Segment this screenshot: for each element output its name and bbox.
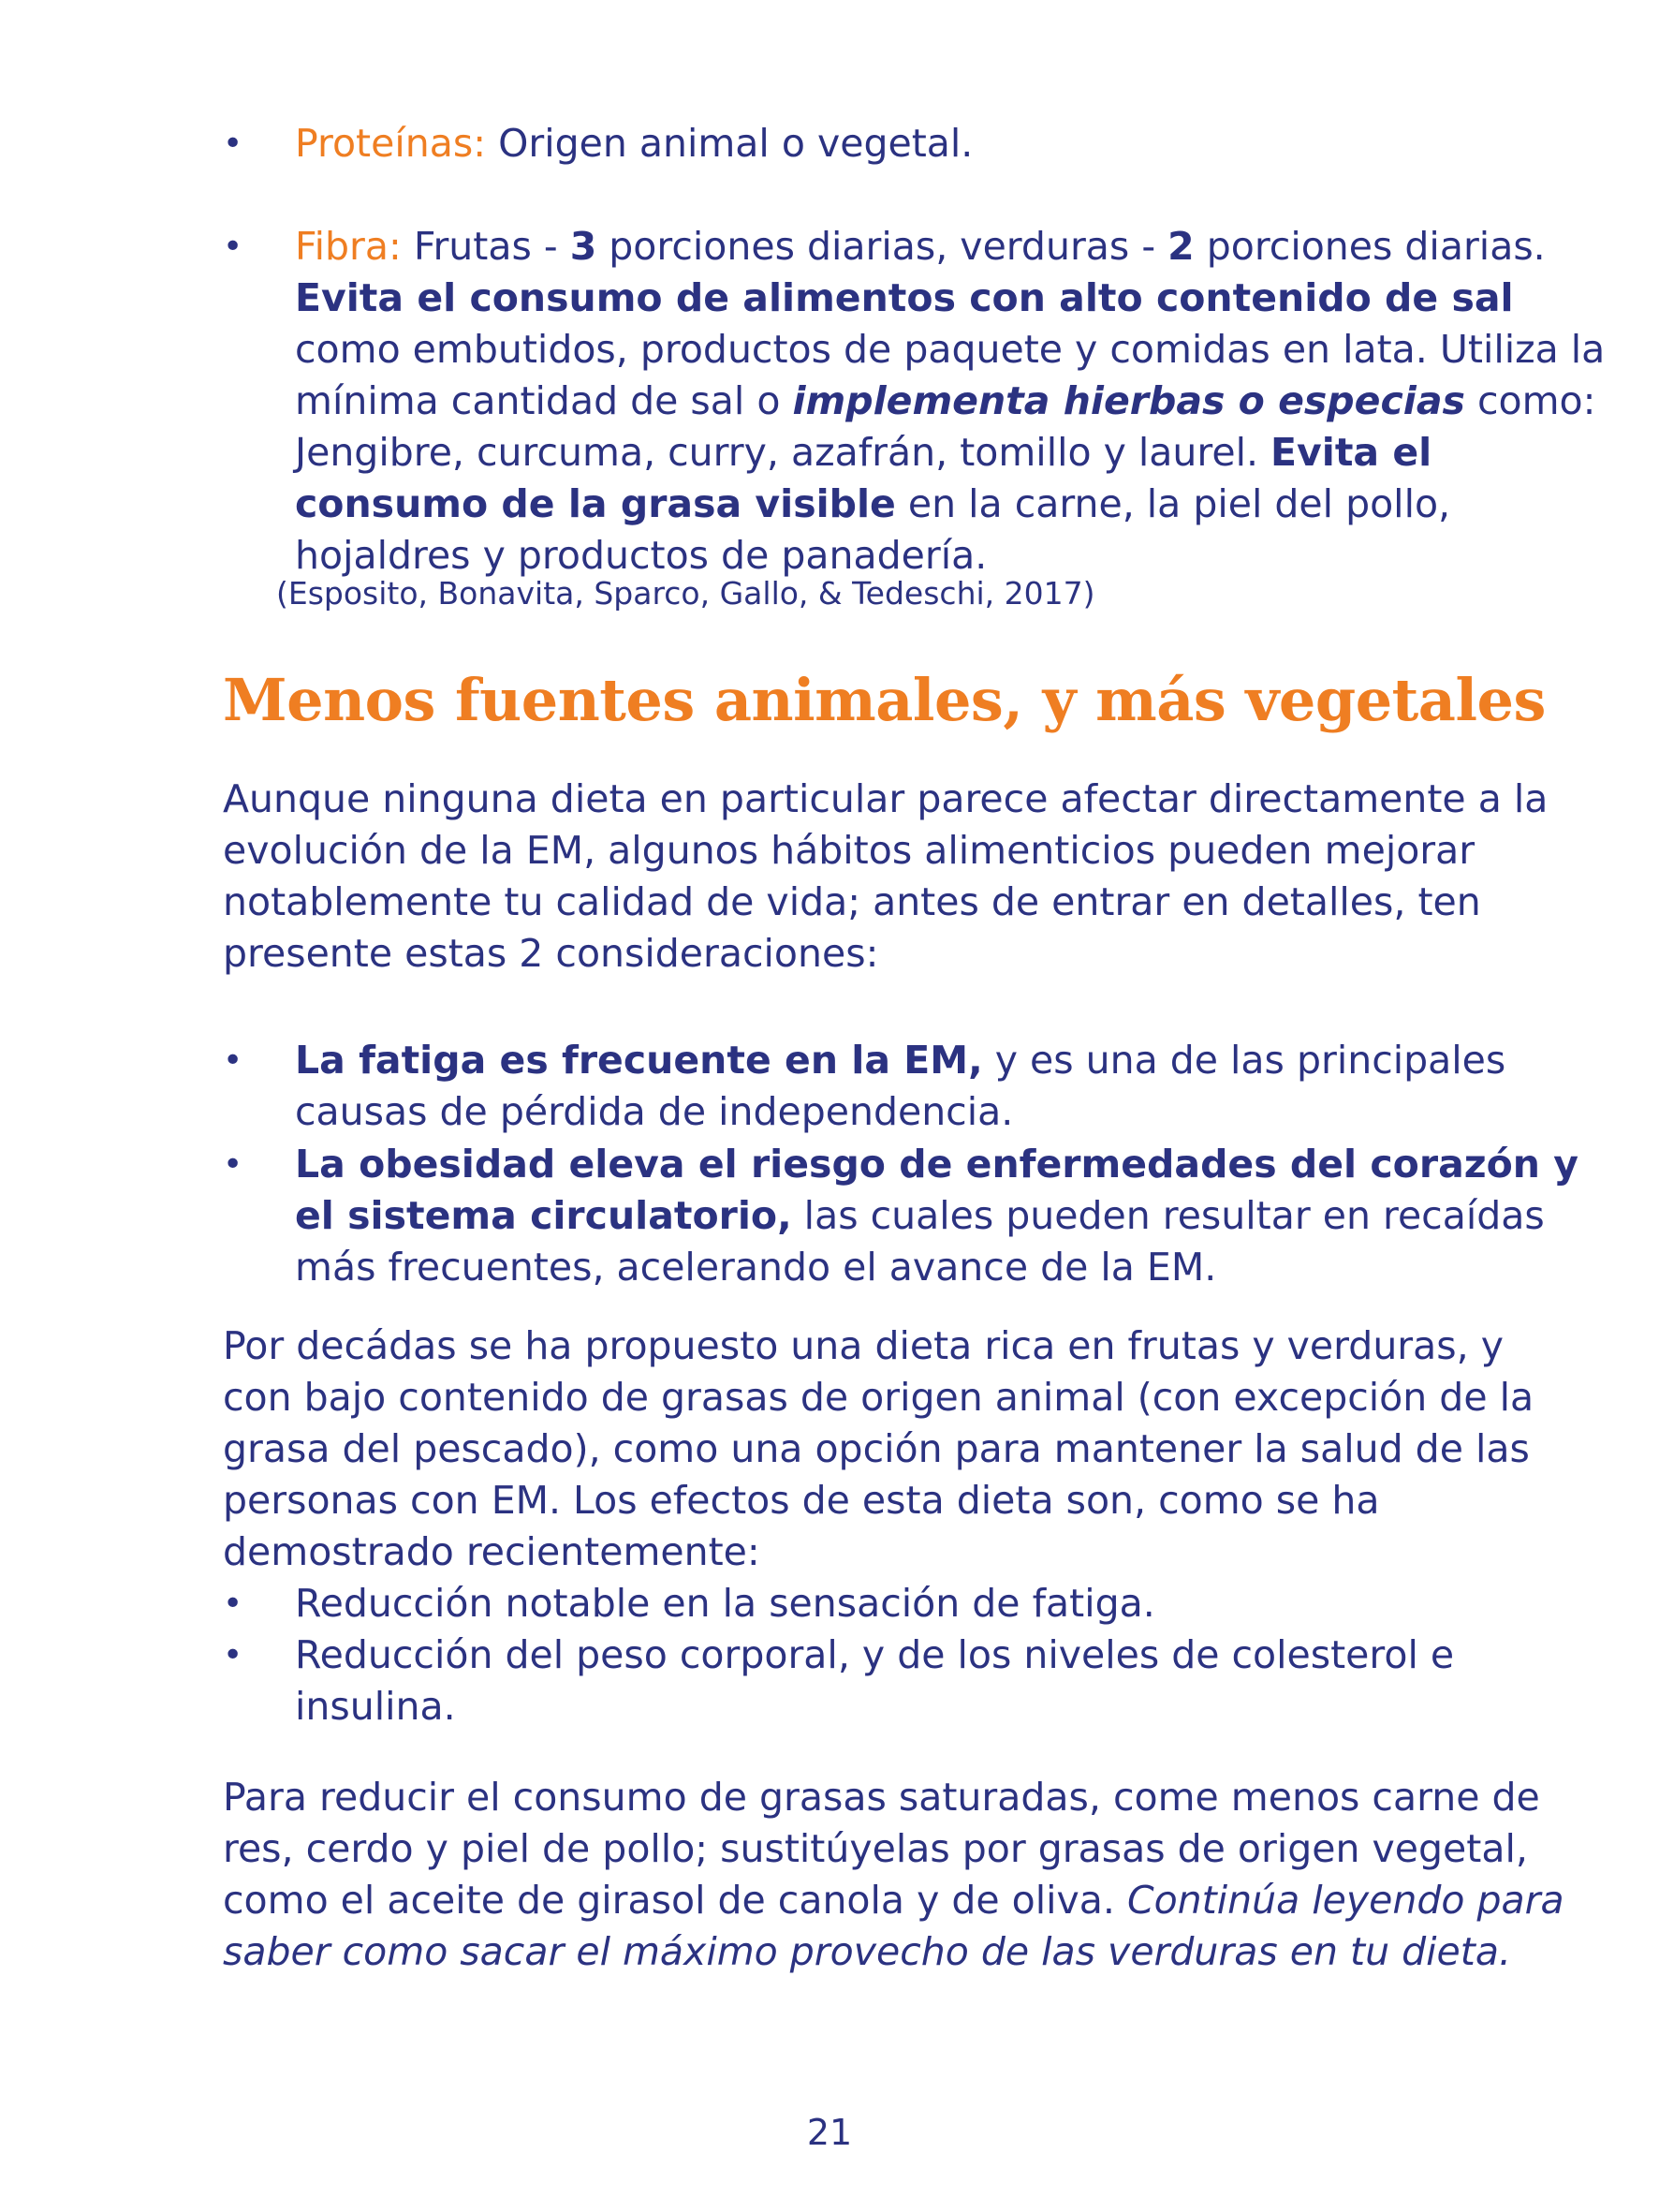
consideration-fatigue <box>295 1035 1606 1138</box>
consideration-bold: La fatiga es frecuente en la EM, <box>295 1038 983 1083</box>
proteinas-label: Proteínas: <box>295 121 487 166</box>
citation: (Esposito, Bonavita, Sparco, Gallo, & Tedeschi, 2017) <box>276 575 1095 612</box>
list-item-proteinas <box>295 118 1606 170</box>
effect-item: Reducción del peso corporal, y de los niveles de colesterol e insulina. <box>295 1632 1455 1729</box>
bullet-marker: • <box>223 228 243 266</box>
list-item-fibra <box>295 221 1606 582</box>
salt-warning: Evita el consumo de alimentos con alto contenido de sal <box>295 275 1514 320</box>
bullet-marker: • <box>223 1041 243 1080</box>
closing-paragraph <box>223 1772 1571 1978</box>
diet-paragraph: Por decádas se ha propuesto una dieta rica en frutas y verduras, y con bajo contenido de grasas de origen animal (con excepción de la grasa del pescado), como una opción para mantener la salud de las personas con EM. Los efectos de esta dieta son, como se ha demostrado recientemente: <box>223 1323 1534 1574</box>
bullet-marker: • <box>223 1145 243 1184</box>
fibra-text: porciones diarias, verduras - <box>596 224 1168 269</box>
bullet-marker: • <box>223 1585 243 1623</box>
page-number: 21 <box>806 2112 853 2153</box>
vegetable-portions: 2 <box>1167 224 1195 269</box>
fibra-text: en la carne, la piel del pollo, hojaldres y productos de panadería. <box>295 481 1451 578</box>
section-heading: Menos fuentes animales, y más vegetales <box>223 666 1546 734</box>
fibra-text: Frutas - <box>401 224 570 269</box>
proteinas-text: Origen animal o vegetal. <box>486 121 974 166</box>
fibra-text: porciones diarias. <box>1194 224 1546 269</box>
bullet-marker: • <box>223 1636 243 1674</box>
consideration-obesity <box>295 1139 1606 1293</box>
fat-warning: Evita el consumo de la grasa visible <box>295 430 1432 526</box>
fruit-portions: 3 <box>569 224 597 269</box>
intro-paragraph: Aunque ninguna dieta en particular parece afectar directamente a la evolución de la EM, algunos hábitos alimenticios pueden mejorar notablemente tu calidad de vida; antes de entrar en detalles, ten presente estas 2 consideraciones: <box>223 776 1549 976</box>
herbs-tip: implementa hierbas o especias <box>792 378 1465 423</box>
consideration-text: y es una de las principales causas de pérdida de independencia. <box>295 1038 1506 1134</box>
closing-text: Para reducir el consumo de grasas saturadas, come menos carne de res, cerdo y piel de pollo; sustitúyelas por grasas de origen vegetal, como el aceite de girasol de canola y de oliva. <box>223 1775 1540 1923</box>
closing-italic: Continúa leyendo para saber como sacar el máximo provecho de las verduras en tu dieta. <box>223 1878 1564 1974</box>
fibra-text: como embutidos, productos de paquete y comidas en lata. Utiliza la mínima cantidad de sal o <box>295 327 1606 423</box>
effect-item: Reducción notable en la sensación de fatiga. <box>295 1581 1155 1626</box>
fibra-text: como: Jengibre, curcuma, curry, azafrán, tomillo y laurel. <box>295 378 1596 475</box>
consideration-bold: La obesidad eleva el riesgo de enfermedades del corazón y el sistema circulatorio, <box>295 1142 1578 1238</box>
bullet-marker: • <box>223 125 243 163</box>
fibra-label: Fibra: <box>295 224 402 269</box>
consideration-text: las cuales pueden resultar en recaídas más frecuentes, acelerando el avance de la EM. <box>295 1193 1545 1290</box>
